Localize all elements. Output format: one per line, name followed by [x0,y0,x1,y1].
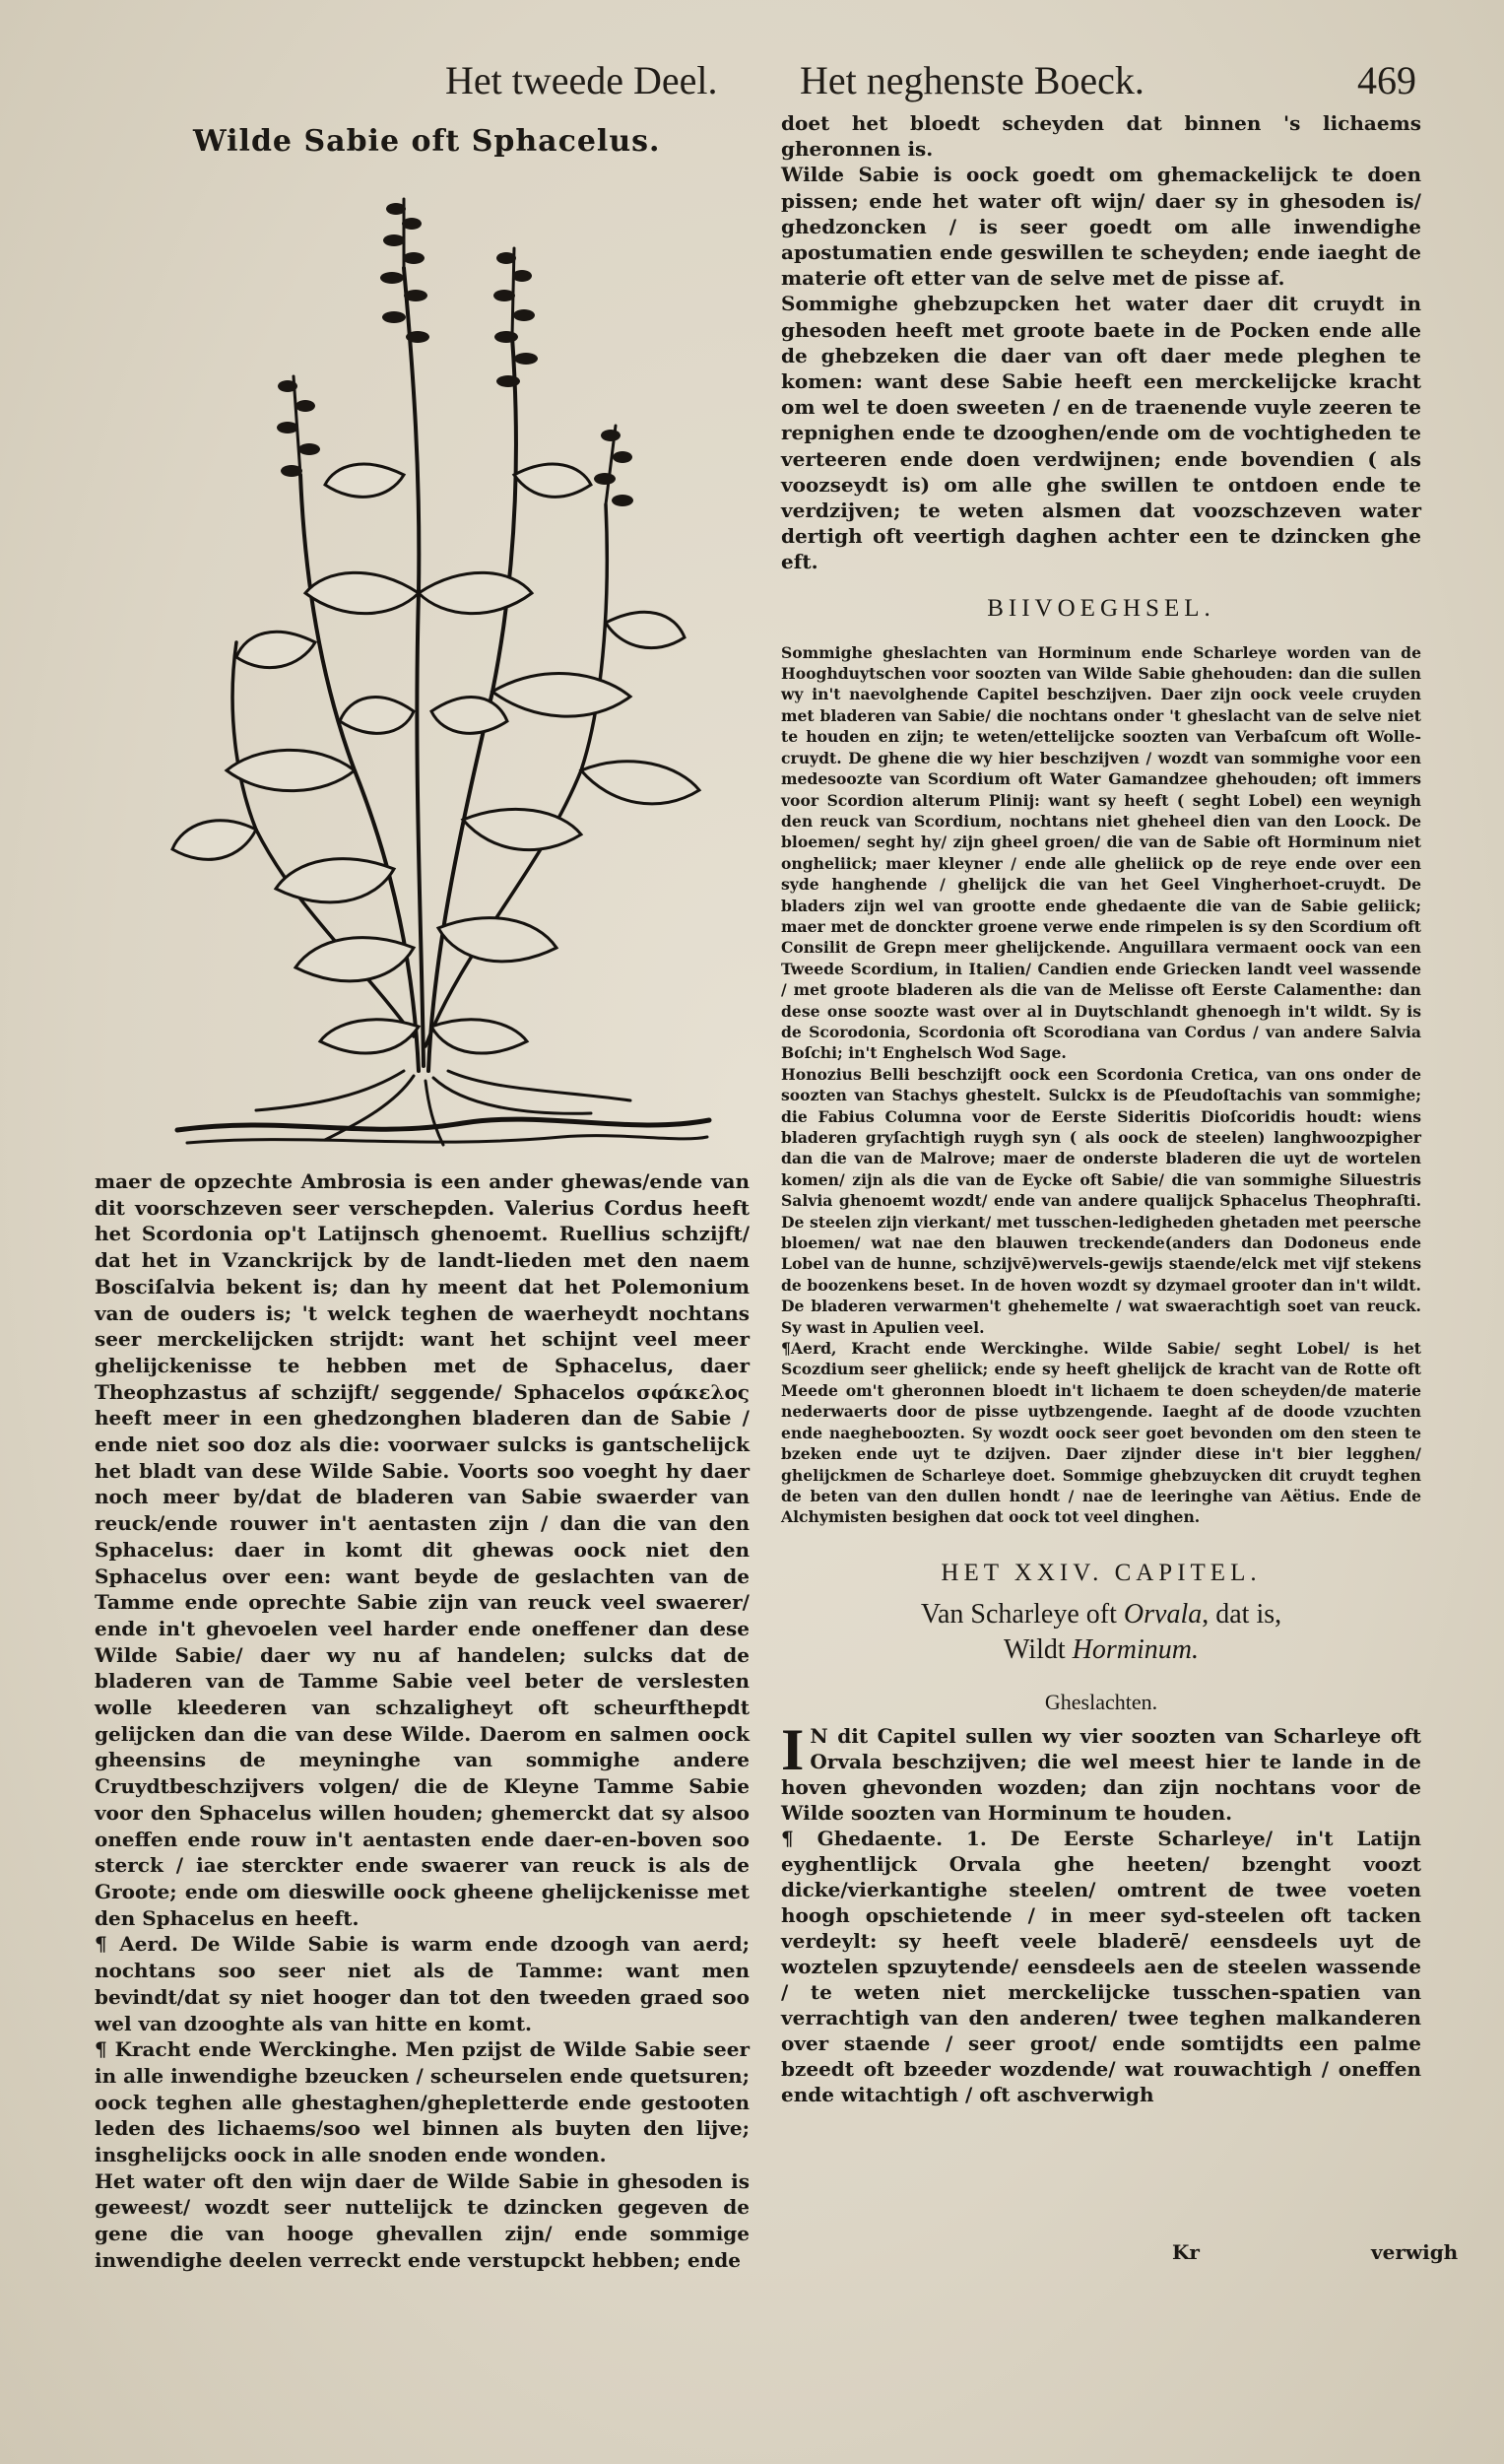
chapter-title-part: Van Scharleye oft [920,1598,1124,1630]
right-paragraph: doet het bloedt scheyden dat binnen 's lichaems gheronnen is. [781,111,1421,162]
chapter-title-italic: Orvala [1123,1598,1203,1630]
right-paragraph: Wilde Sabie is oock goedt om ghemackelijck te doen pissen; ende het water oft wijn/ daer sy in ghesoden is/ ghedzoncken / is seer goedt om alle inwendighe apostumatien ende geswillen te scheyden; ende iaeght de materie oft etter van de selve met de pisse af. [781,163,1421,291]
running-head-part: Het tweede Deel. [445,58,718,102]
chapter-title-part: , dat is, [1202,1598,1282,1630]
chapter-intro [781,1716,1421,1826]
catchword-signature: Kr [1172,2240,1200,2264]
chapter-intro-text: N dit Capitel sullen wy vier soozten van Scharleye oft Orvala beschzijven; die wel meest hier te lande in de hoven ghevonden wozden; dan zijn nochtans voor de Wilde soozten van Horminum te houden. [781,1723,1421,1825]
bijvoeghsel-paragraph: ¶Aerd, Kracht ende Werckinghe. Wilde Sabie/ seght Lobel/ is het Scozdium seer gheliick; ende sy heeft ghelijck de kracht van de Rotte oft Meede om't gheronnen bloedt in't lichaem te doen scheyden/de materie nederwaerts door de pisse uytbzengende. Iaeght af de doode vzuchten ende naegheboozten. Sy wozdt oock seer goet bevonden om den steen te bzeken ende uyt te dzijven. Daer zijnder diese in't bier legghen/ ghelijckmen de Scharleye doet. Sommige ghebzuycken dit cruydt teghen de beten van den dullen hondt / nae de leeringhe van Aëtius. Ende de Alchymisten besighen dat oock tot veel dinghen. [781,1339,1421,1527]
right-paragraph: Sommighe ghebzupcken het water daer dit cruydt in ghesoden heeft met groote baete in de Pocken ende alle de ghebzeken die daer van oft daer mede pleghen te komen: want dese Sabie heeft een merckelijcke kracht om wel te doen sweeten / en de traenende vuyle zeeren te repnighen ende te dzooghen/ende om de vochtigheden te verteeren ende doen verdwijnen; ende bovendien ( als voozseydt is) om alle ghe swillen te ontdoen ende te verdzijven; te weten alsmen dat voozschzeven water dertigh oft veertigh daghen achter een te dzincken ghe eft. [781,292,1421,574]
drop-cap: I [781,1716,805,1782]
left-column [95,1168,750,2274]
catchword: verwigh [1371,2240,1459,2264]
running-head-book: Het neghenste Boeck. [800,58,1144,102]
page-number: 469 [1357,58,1416,102]
plant-woodcut-illustration [167,179,719,1155]
section-subheading: Gheslachten. [1044,1689,1158,1714]
chapter-title-part: Wildt [1004,1633,1073,1665]
illustration-title: Wilde Sabie oft Sphacelus. [193,124,661,159]
right-column [781,110,1421,2107]
bijvoeghsel-paragraph: Sommighe gheslachten van Horminum ende Scharleye worden van de Hooghduytschen voor soozten van Wilde Sabie ghehouden: dan die sullen wy in't naevolghende Capitel beschzijven. Daer zijn oock veele cruyden met bladeren van Sabie/ die nochtans onder 't gheslacht van de selve niet te houden en zijn; te weten/ettelijcke soozten van Verbaſcum oft Wolle-cruydt. De ghene die wy hier beschzijven / wozdt van sommighe voor een medesoozte van Scordium oft Water Gamandzee ghehouden; oft immers voor Scordion alterum Plinij: want sy heeft ( seght Lobel) een weynigh den reuck van Scordium, nochtans niet gheheel dien van den Loock. De bloemen/ seght hy/ zijn gheel groen/ die van de Sabie oft Horminum niet ongheliick; maer kleyner / ende alle gheliick op de reye ende over een syde hanghende / ghelijck die van het Geel Vingherhoet-cruydt. De bladers zijn wel van grootte ende ghedaente die van de Sabie geliick; maer met de donckter groene verwe ende rimpelen is sy den Scordium oft Consilit de Grepn meer ghelijckende. Anguillara vermaent oock van een Tweede Scordium, in Italien/ Candien ende Griecken landt veel wassende / met groote bladeren als die van de Melisse oft Eerste Calamenthe: dan dese onse soozte wast over al in Duytschlandt ghenoegh in't wildt. Sy is de Scorodonia, Scordonia oft Scorodiana van Cordus / van andere Salvia Boſchi; in't Enghelsch Wod Sage. [781,642,1421,1063]
left-paragraph: maer de opzechte Ambrosia is een ander ghewas/ende van dit voorschzeven seer verschepden. Valerius Cordus heeft het Scordonia op't Latijnsch ghenoemt. Ruellius schzijft/ dat het in Vzanckrijck by de landt-lieden met den naem Bosciſalvia bekent is; dan hy meent dat het Polemonium van de ouders is; 't welck teghen de waerheydt nochtans seer merckelijcken strijdt: want het schijnt veel meer ghelijckenisse te hebben met de Sphacelus, daer Theophzastus af schzijft/ seggende/ Sphacelos σφάκελος heeft meer in een ghedzonghen bladeren dan de Sabie / ende niet soo doz als die: voorwaer sulcks is gantschelijck het bladt van dese Wilde Sabie. Voorts soo voeght hy daer noch meer by/dat de bladeren van Sabie swaerder van reuck/ende rouwer in't aentasten zijn / dan die van den Sphacelus: daer in komt dit ghewas oock niet den Sphacelus over een: want beyde de geslachten van de Tamme ende oprechte Sabie zijn van reuck veel swaerer/ ende in't ghevoelen veel harder ende oneffener dan dese Wilde Sabie/ daer wy nu af handelen; sulcks dat de bladeren van de Tamme Sabie veel beter de verslesten wolle kleederen van schzaligheyt oft scheurfthepdt gelijcken dan die van dese Wilde. Daerom en salmen oock gheensins de meyninghe van sommighe andere Cruydtbeschzijvers volgen/ die de Kleyne Tamme Sabie voor den Sphacelus willen houden; ghemerckt dat sy alsoo oneffen ende rouw in't aentasten ende daer-en-boven soo sterck / iae sterckter ende swaerer van reuck is als de Groote; ende om dieswille oock gheene ghelijckenisse met den Sphacelus en heeft. [95,1169,750,1930]
chapter-heading: HET XXIV. CAPITEL. [941,1559,1262,1586]
chapter-ghedaente: ¶ Ghedaente. 1. De Eerste Scharleye/ in't Latijn eyghentlijck Orvala ghe heeten/ bzenght voozt dicke/vierkantighe steelen/ omtrent de twee voeten hoogh opschietende / in meer syd-steelen oft tacken verdeylt: sy heeft veele bladerē/ eensdeels uyt de woztelen spzuytende/ eensdeels aen de steelen wassende / te weten niet merckelijcke tusschen-spatien van verrachtigh van den anderen/ twee teghen malkanderen over staende / seer groot/ ende somtijdts een palme bzeedt oft bzeeder wozdende/ wat rouwachtigh / oneffen ende witachtigh / oft aschverwigh [781,1826,1421,2106]
left-paragraph: ¶ Aerd. De Wilde Sabie is warm ende dzoogh van aerd; nochtans soo seer niet als de Tamme: want men bevindt/dat sy niet hooger dan tot den tweeden graed soo wel van dzooghte als van hitte en komt. [95,1932,750,2035]
chapter-title [781,1597,1421,1668]
left-paragraph: ¶ Kracht ende Werckinghe. Men pzijst de Wilde Sabie seer in alle inwendighe bzeucken / scheurselen ende quetsuren; oock teghen alle ghestaghen/ghepletterde ende gestooten leden des lichaems/soo wel binnen als buyten den lijve; insghelijcks oock in alle snoden ende wonden. [95,2037,750,2167]
bijvoeghsel-paragraph: Honozius Belli beschzijft oock een Scordonia Cretica, van ons onder de soozten van Stachys ghestelt. Sulckx is de Pſeudoſtachis van sommighe; die Fabius Columna voor de Eerste Sideritis Dioſcoridis houdt: wiens bladeren gryſachtigh ruygh syn ( als oock de steelen) langhwoozpigher dan die van de Malrove; maer de onderste bladeren die uyt de wortelen komen/ zijn als die van de Eycke oft Sabie/ die van sommighe Siluestris Salvia ghenoemt wozdt/ ende van andere qualijck Sphacelus Theophraſti. De steelen zijn vierkant/ met tusschen-ledigheden ghetaden met peersche bloemen/ wat nae den blauwen treckende(anders dan Dodoneus ende Lobel van de hunne, schzijvē)wervels-gewijs staende/elck met vijf stekens de boozenkens beset. In de hoven wozdt sy dzymael grooter dan in't wildt. De bladeren verwarmen't ghehemelte / wat swaerachtigh soet van reuck. Sy wast in Apulien veel. [781,1064,1421,1337]
bijvoeghsel-heading: BIIVOEGHSEL. [987,594,1215,622]
chapter-title-italic: Horminum. [1072,1633,1199,1665]
left-paragraph: Het water oft den wijn daer de Wilde Sabie in ghesoden is geweest/ wozdt seer nuttelijck te dzincken gegeven de gene die van hooge ghevallen zijn/ ende sommige inwendighe deelen verreckt ende verstupckt hebben; ende [95,2168,750,2272]
